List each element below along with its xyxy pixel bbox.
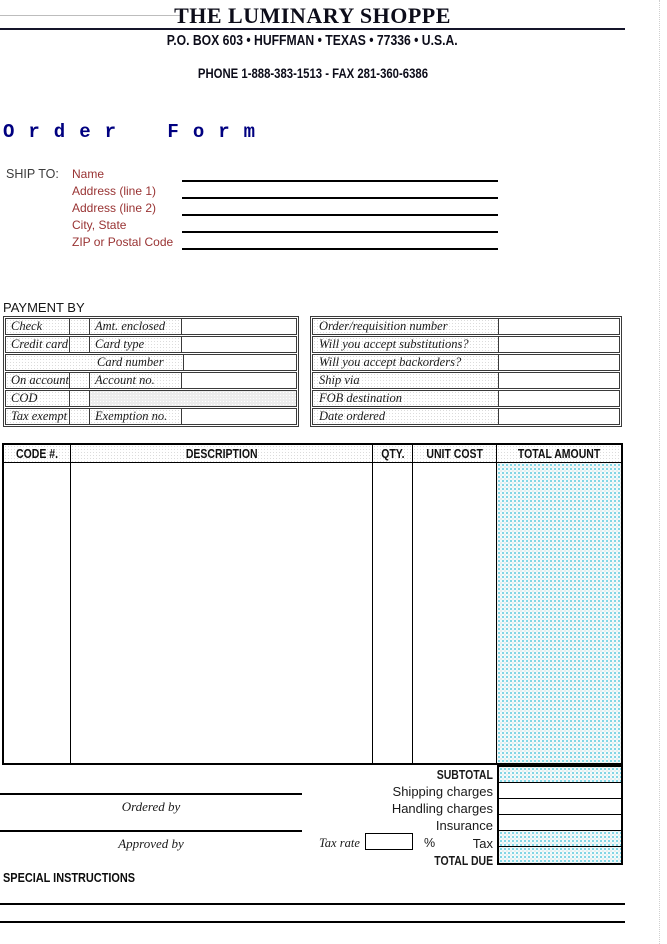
fob-destination-input[interactable]: [499, 391, 619, 406]
special-instructions-line-2[interactable]: [0, 921, 625, 923]
payment-row-check: [5, 318, 297, 335]
account-no-input[interactable]: [182, 373, 296, 388]
order-table-body: [4, 463, 621, 763]
approved-by-label: Approved by: [118, 836, 184, 851]
payment-row-tax-exempt: [5, 408, 297, 425]
approved-by-signature-line[interactable]: [0, 830, 302, 832]
header-address-text: P.O. BOX 603 • HUFFMAN • TEXAS • 77336 • U.S.A.: [167, 33, 458, 49]
credit-card-label: Credit card: [6, 337, 70, 352]
total-amount-computed-column: [497, 463, 621, 763]
check-label: Check: [6, 319, 70, 334]
ship-to-zip-field[interactable]: [182, 248, 498, 250]
card-number-input[interactable]: [184, 355, 296, 370]
insurance-cell[interactable]: [499, 815, 621, 831]
header-phone-text: PHONE 1-888-383-1513 - FAX 281-360-6386: [197, 66, 428, 81]
date-ordered-label: Date ordered: [313, 409, 499, 424]
ordered-by-signature-line[interactable]: [0, 793, 302, 795]
payment-by-heading: PAYMENT BY: [3, 300, 85, 315]
on-account-checkbox-cell[interactable]: [70, 373, 90, 388]
tax-label: Tax: [472, 836, 493, 851]
backorders-input[interactable]: [499, 355, 619, 370]
ship-to-address1-label: Address (line 1): [72, 184, 157, 198]
tax-rate-input[interactable]: [365, 833, 413, 850]
form-title: Order Form: [3, 121, 270, 143]
qty-entry-column[interactable]: [373, 463, 413, 763]
card-type-input[interactable]: [182, 337, 296, 352]
ship-to-name-field[interactable]: [182, 180, 498, 182]
payment-row-card-number: [5, 354, 297, 371]
cod-checkbox-cell[interactable]: [70, 391, 90, 406]
ship-to-address2-label: Address (line 2): [72, 201, 157, 215]
credit-card-checkbox-cell[interactable]: [70, 337, 90, 352]
cod-disabled-area: [90, 391, 296, 406]
substitutions-input[interactable]: [499, 337, 619, 352]
fob-destination-label: FOB destination: [313, 391, 499, 406]
tax-exempt-checkbox-cell[interactable]: [70, 409, 90, 424]
page-title: THE LUMINARY SHOPPE: [174, 3, 451, 28]
totals-stack: [497, 765, 623, 865]
order-requisition-number-label: Order/requisition number: [313, 319, 499, 334]
order-info-table: [310, 316, 622, 427]
card-type-label: Card type: [90, 337, 182, 352]
order-items-table: [2, 443, 623, 765]
on-account-label: On account: [6, 373, 70, 388]
check-checkbox-cell[interactable]: [70, 319, 90, 334]
ship-to-zip-label: ZIP or Postal Code: [72, 235, 174, 249]
shipping-charges-label: Shipping charges: [392, 784, 493, 799]
code-entry-column[interactable]: [4, 463, 71, 763]
order-info-row: [312, 390, 620, 407]
subtotal-cell: [499, 767, 621, 783]
tax-cell: [499, 831, 621, 847]
order-info-row: [312, 408, 620, 425]
page-margin-guide: [659, 0, 660, 944]
handling-charges-label: Handling charges: [391, 801, 493, 816]
order-table-header-row: [4, 445, 621, 463]
cod-label: COD: [6, 391, 70, 406]
column-header-total-amount: TOTAL AMOUNT: [497, 445, 621, 462]
description-entry-column[interactable]: [71, 463, 373, 763]
date-ordered-input[interactable]: [499, 409, 619, 424]
ship-to-city-state-field[interactable]: [182, 231, 498, 233]
payment-row-credit-card: [5, 336, 297, 353]
insurance-label: Insurance: [435, 818, 493, 833]
ship-via-label: Ship via: [313, 373, 499, 388]
ship-via-input[interactable]: [499, 373, 619, 388]
amt-enclosed-label: Amt. enclosed: [90, 319, 182, 334]
order-info-row: [312, 372, 620, 389]
total-due-cell: [499, 847, 621, 863]
amt-enclosed-input[interactable]: [182, 319, 296, 334]
total-due-label: TOTAL DUE: [434, 854, 493, 868]
exemption-no-input[interactable]: [182, 409, 296, 424]
card-number-label: Card number: [6, 355, 184, 370]
backorders-label: Will you accept backorders?: [313, 355, 499, 370]
ship-to-heading: SHIP TO:: [6, 167, 59, 181]
percent-sign: %: [424, 836, 436, 850]
handling-charges-cell[interactable]: [499, 799, 621, 815]
unit-cost-entry-column[interactable]: [413, 463, 497, 763]
column-header-qty: QTY.: [373, 445, 413, 462]
ship-to-city-state-label: City, State: [72, 218, 127, 232]
exemption-no-label: Exemption no.: [90, 409, 182, 424]
header-address: [0, 33, 625, 49]
payment-row-cod: [5, 390, 297, 407]
column-header-unit-cost: UNIT COST: [413, 445, 497, 462]
tax-exempt-label: Tax exempt: [6, 409, 70, 424]
payment-method-table: [3, 316, 299, 427]
subtotal-label: SUBTOTAL: [436, 768, 493, 782]
special-instructions-line-1[interactable]: [0, 903, 625, 905]
account-no-label: Account no.: [90, 373, 182, 388]
order-info-row: [312, 354, 620, 371]
order-info-row: [312, 336, 620, 353]
shipping-charges-cell[interactable]: [499, 783, 621, 799]
ship-to-address1-field[interactable]: [182, 197, 498, 199]
tax-rate-label: Tax rate: [319, 836, 360, 850]
substitutions-label: Will you accept substitutions?: [313, 337, 499, 352]
order-info-row: [312, 318, 620, 335]
ordered-by-label: Ordered by: [121, 799, 181, 814]
title-rule: [0, 28, 625, 30]
ship-to-name-label: Name: [72, 167, 105, 181]
column-header-code: CODE #.: [4, 445, 71, 462]
header-phone: [0, 66, 625, 81]
ship-to-address2-field[interactable]: [182, 214, 498, 216]
payment-row-on-account: [5, 372, 297, 389]
column-header-description: DESCRIPTION: [71, 445, 373, 462]
special-instructions-label: SPECIAL INSTRUCTIONS: [3, 870, 136, 885]
order-requisition-number-input[interactable]: [499, 319, 619, 334]
